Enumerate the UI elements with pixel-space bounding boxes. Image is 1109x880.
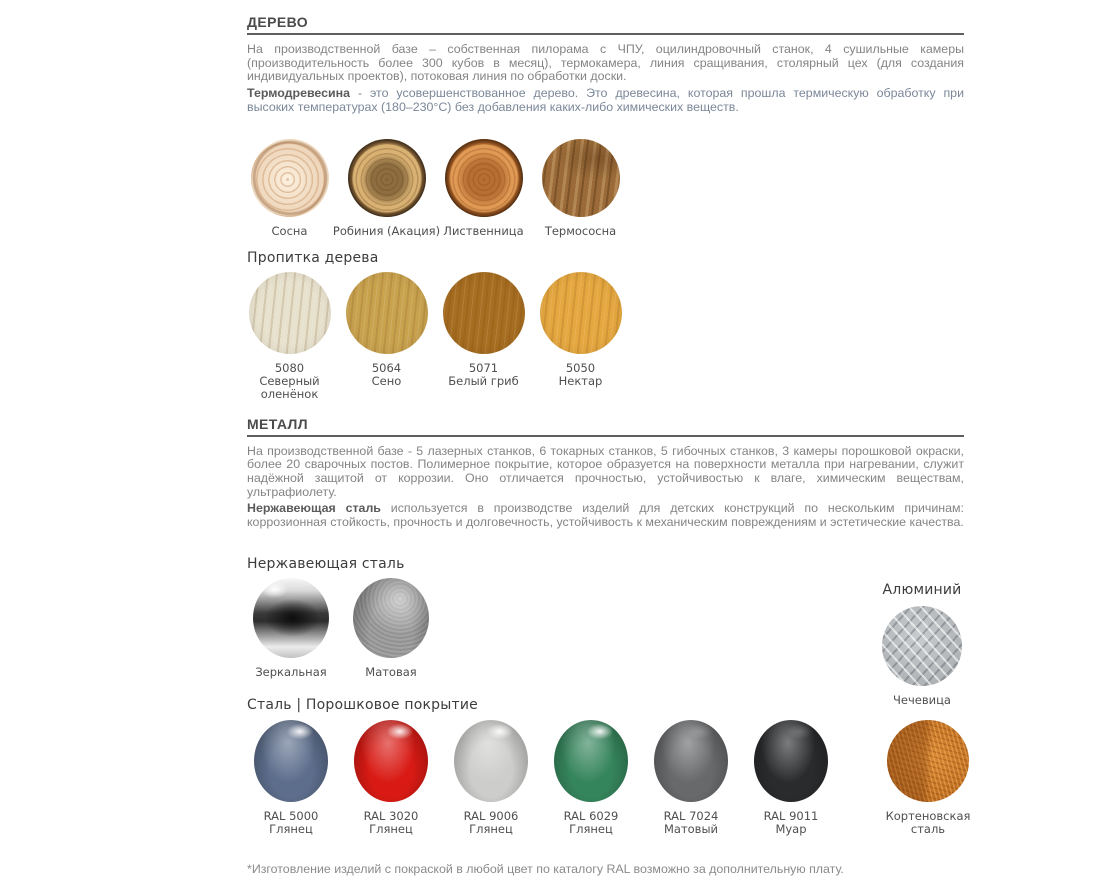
thermowood-paragraph [247, 87, 964, 114]
impregnation-title: Пропитка дерева [247, 249, 379, 266]
swatch-name: Сено [371, 373, 402, 388]
swatch-finish: Глянец [569, 821, 613, 836]
swatch-finish: Глянец [369, 821, 413, 836]
swatch-name: Северный оленёнок [259, 373, 320, 401]
stainless-row [241, 578, 964, 679]
swatch-matte-steel [353, 578, 429, 658]
impregnation-item [435, 272, 532, 401]
thermowood-lead: Термодревесина [247, 86, 351, 101]
wood-section [247, 0, 964, 401]
wood-section-title: ДЕРЕВО [247, 14, 309, 30]
swatch-ral-3020 [354, 720, 428, 802]
swatch-ral-9006 [454, 720, 528, 802]
swatch-code: RAL 6029 [563, 808, 619, 823]
swatch-ral-7024 [654, 720, 728, 802]
swatch-label: Матовая [365, 664, 417, 679]
powder-item [441, 720, 541, 836]
section-divider [247, 435, 964, 437]
swatch-code: RAL 9011 [763, 808, 819, 823]
swatch-ral-5000 [254, 720, 328, 802]
swatch-finish: Муар [775, 821, 807, 836]
stainless-title: Нержавеющая сталь [247, 555, 405, 572]
swatch-pine [251, 139, 329, 217]
powder-item [341, 720, 441, 836]
stainless-lead: Нержавеющая сталь [247, 501, 381, 516]
swatch-code: RAL 9006 [463, 808, 519, 823]
powder-title: Сталь | Порошковое покрытие [247, 696, 478, 713]
aluminum-block [874, 556, 970, 707]
swatch-label: Зеркальная [255, 664, 327, 679]
swatch-label: Робиния (Акация) [332, 223, 441, 238]
swatch-mirror-steel [253, 578, 329, 658]
swatch-code: RAL 5000 [263, 808, 319, 823]
metal-intro-paragraph: На производственной базе - 5 лазерных станков, 6 токарных станков, 5 гибочных станков, 3 камеры порошковой окраски, более 20 сварочных постов. Полимерное покрытие, которое образуется на поверхности металла при нагревании, служит надёжной защитой от коррозии. Оно отличается прочностью, устойчивостью к влаге, химическим веществам, ультрафиолету. [247, 443, 964, 499]
swatch-finish: Глянец [469, 821, 513, 836]
swatch-code: 5064 [371, 360, 402, 375]
wood-species-item [435, 139, 532, 238]
swatch-thermopine [542, 139, 620, 217]
stainless-item [241, 578, 341, 679]
swatch-code: 5080 [274, 360, 305, 375]
impregnation-row [241, 272, 964, 401]
wood-species-item [332, 139, 441, 238]
swatch-label [764, 810, 819, 836]
impregnation-item [338, 272, 435, 401]
swatch-5071 [443, 272, 525, 354]
swatch-ral-9011 [754, 720, 828, 802]
impregnation-item [532, 272, 629, 401]
swatch-label: Кортеновская сталь [885, 808, 971, 836]
swatch-label [541, 362, 621, 388]
swatch-name: Белый гриб [448, 373, 519, 388]
powder-item [241, 720, 341, 836]
swatch-label [464, 810, 519, 836]
stainless-paragraph [247, 502, 964, 529]
swatch-label [664, 810, 719, 836]
stainless-rest: используется в производстве изделий для детских конструкций по нескольким причинам: коррозионная стойкость, прочность и долговечность, устойчивость к механическим повреждениям и эстетические качества. [247, 501, 964, 530]
metal-section-title: МЕТАЛЛ [247, 415, 308, 432]
wood-species-row [241, 139, 964, 238]
swatch-label: Лиственница [443, 223, 524, 238]
swatch-corten [887, 720, 969, 802]
powder-row [241, 720, 971, 836]
swatch-aluminum-lentil [882, 606, 962, 686]
section-divider [247, 33, 964, 35]
page-content [247, 0, 971, 876]
swatch-5050 [540, 272, 622, 354]
swatch-name: Нектар [558, 373, 603, 388]
swatch-code: RAL 7024 [663, 808, 719, 823]
powder-item [641, 720, 741, 836]
swatch-label: Термососна [544, 223, 617, 238]
stainless-item [341, 578, 441, 679]
swatch-label [564, 810, 619, 836]
swatch-robinia [348, 139, 426, 217]
swatch-label: Чечевица [893, 692, 951, 707]
aluminum-title: Алюминий [882, 581, 962, 598]
swatch-larch [445, 139, 523, 217]
powder-item [741, 720, 841, 836]
swatch-label [364, 810, 419, 836]
wood-species-item [532, 139, 629, 238]
corten-block [880, 720, 976, 836]
swatch-5064 [346, 272, 428, 354]
swatch-label: Сосна [271, 223, 308, 238]
swatch-finish: Матовый [663, 821, 719, 836]
swatch-5080 [249, 272, 331, 354]
swatch-label [347, 362, 427, 388]
wood-species-item [241, 139, 338, 238]
swatch-finish: Глянец [269, 821, 313, 836]
ral-footnote: *Изготовление изделий с покраской в любой цвет по каталогу RAL возможно за дополнительную плату. [247, 861, 844, 876]
metal-section [247, 401, 971, 876]
powder-item [541, 720, 641, 836]
thermowood-rest: - это усовершенствованное дерево. Это древесина, которая прошла термическую обработку при высоких температурах (180–230°C) без добавления каких-либо химических веществ. [247, 86, 964, 114]
swatch-code: RAL 3020 [363, 808, 419, 823]
swatch-code: 5050 [565, 360, 596, 375]
impregnation-item [241, 272, 338, 401]
swatch-ral-6029 [554, 720, 628, 802]
wood-intro-paragraph: На производственной базе – собственная пилорама с ЧПУ, оцилиндровочный станок, 4 сушильные камеры (производительность более 300 кубов в месяц), термокамера, линия сращивания, столярный цех (для создания индивидуальных проектов), потоковая линия по обработки доски. [247, 42, 964, 84]
swatch-label [264, 810, 319, 836]
swatch-code: 5071 [468, 360, 499, 375]
swatch-label [250, 362, 330, 401]
swatch-label [444, 362, 524, 388]
